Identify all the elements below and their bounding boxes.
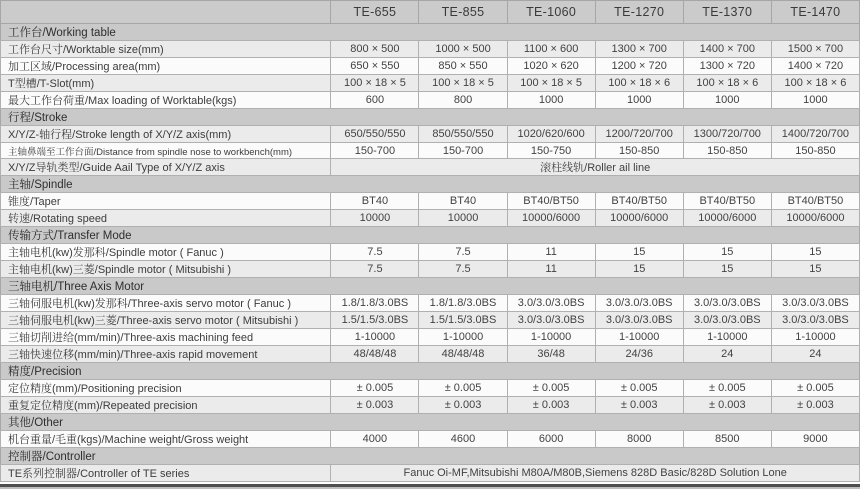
- spec-row: [1, 244, 860, 261]
- value-cell: 7.5: [419, 244, 507, 261]
- spec-row: [1, 431, 860, 448]
- value-cell: 1.5/1.5/3.0BS: [419, 312, 507, 329]
- model-header-1: TE-855: [419, 1, 507, 24]
- row-label: 机台重量/毛重(kgs)/Machine weight/Gross weight: [1, 431, 331, 448]
- model-header-0: TE-655: [331, 1, 419, 24]
- value-cell: 8000: [595, 431, 683, 448]
- section-title: 行程/Stroke: [1, 109, 860, 126]
- value-cell: BT40: [419, 193, 507, 210]
- value-cell: 100 × 18 × 6: [683, 75, 771, 92]
- model-header-2: TE-1060: [507, 1, 595, 24]
- value-cell: 850/550/550: [419, 126, 507, 143]
- section-title: 其他/Other: [1, 414, 860, 431]
- model-header-4: TE-1370: [683, 1, 771, 24]
- section-title: 控制器/Controller: [1, 448, 860, 465]
- value-cell: 1-10000: [419, 329, 507, 346]
- value-cell: 1500 × 700: [771, 41, 859, 58]
- value-cell: 3.0/3.0/3.0BS: [771, 295, 859, 312]
- value-cell: 10000: [419, 210, 507, 227]
- value-cell: 3.0/3.0/3.0BS: [507, 295, 595, 312]
- value-cell: BT40/BT50: [771, 193, 859, 210]
- value-cell: BT40/BT50: [595, 193, 683, 210]
- value-cell: ± 0.005: [331, 380, 419, 397]
- section-row: [1, 227, 860, 244]
- spec-row: [1, 380, 860, 397]
- row-label: 加工区域/Processing area(mm): [1, 58, 331, 75]
- value-cell: 8500: [683, 431, 771, 448]
- value-cell: 800 × 500: [331, 41, 419, 58]
- value-cell: 1-10000: [507, 329, 595, 346]
- spec-row: [1, 295, 860, 312]
- model-header-row: [1, 1, 860, 24]
- value-cell: 7.5: [331, 244, 419, 261]
- value-cell: 1100 × 600: [507, 41, 595, 58]
- value-cell: 1000 × 500: [419, 41, 507, 58]
- value-cell: 48/48/48: [419, 346, 507, 363]
- value-cell: 150-850: [771, 143, 859, 159]
- row-label: 主轴电机(kw)发那科/Spindle motor ( Fanuc ): [1, 244, 331, 261]
- value-cell: 3.0/3.0/3.0BS: [683, 312, 771, 329]
- section-row: [1, 363, 860, 380]
- row-label: 工作台尺寸/Worktable size(mm): [1, 41, 331, 58]
- value-cell: ± 0.003: [507, 397, 595, 414]
- section-title: 主轴/Spindle: [1, 176, 860, 193]
- value-cell: ± 0.005: [419, 380, 507, 397]
- section-row: [1, 109, 860, 126]
- value-cell: 10000/6000: [507, 210, 595, 227]
- value-cell: 48/48/48: [331, 346, 419, 363]
- value-cell: ± 0.003: [771, 397, 859, 414]
- value-cell: 10000: [331, 210, 419, 227]
- value-cell: 800: [419, 92, 507, 109]
- value-cell: 10000/6000: [771, 210, 859, 227]
- value-cell: 3.0/3.0/3.0BS: [771, 312, 859, 329]
- value-cell: 1-10000: [595, 329, 683, 346]
- value-cell: 1.5/1.5/3.0BS: [331, 312, 419, 329]
- spec-row: [1, 193, 860, 210]
- value-cell: 1020 × 620: [507, 58, 595, 75]
- row-label: 最大工作台荷重/Max loading of Worktable(kgs): [1, 92, 331, 109]
- value-cell: 24: [683, 346, 771, 363]
- row-label: 主轴鼻端至工作台面/Distance from spindle nose to workbench(mm): [1, 143, 331, 159]
- row-label: 主轴电机(kw)三菱/Spindle motor ( Mitsubishi ): [1, 261, 331, 278]
- value-cell: 650/550/550: [331, 126, 419, 143]
- value-cell: 9000: [771, 431, 859, 448]
- section-title: 三轴电机/Three Axis Motor: [1, 278, 860, 295]
- value-cell: 7.5: [331, 261, 419, 278]
- value-cell: 1400 × 720: [771, 58, 859, 75]
- row-label: 锥度/Taper: [1, 193, 331, 210]
- value-cell: 100 × 18 × 5: [331, 75, 419, 92]
- value-cell: 15: [683, 261, 771, 278]
- value-cell: 1000: [507, 92, 595, 109]
- row-label: T型槽/T-Slot(mm): [1, 75, 331, 92]
- row-label: 三轴伺服电机(kw)三菱/Three-axis servo motor ( Mitsubishi ): [1, 312, 331, 329]
- value-cell: 150-850: [683, 143, 771, 159]
- value-cell: 150-700: [331, 143, 419, 159]
- value-cell: 100 × 18 × 5: [419, 75, 507, 92]
- value-cell: 15: [683, 244, 771, 261]
- section-title: 传输方式/Transfer Mode: [1, 227, 860, 244]
- value-cell: 15: [771, 244, 859, 261]
- value-cell: 150-750: [507, 143, 595, 159]
- value-cell: ± 0.003: [683, 397, 771, 414]
- value-cell: BT40/BT50: [683, 193, 771, 210]
- spec-row: [1, 143, 860, 159]
- spec-row: [1, 261, 860, 278]
- value-cell: 36/48: [507, 346, 595, 363]
- spec-row: [1, 346, 860, 363]
- section-row: [1, 278, 860, 295]
- row-label: X/Y/Z-轴行程/Stroke length of X/Y/Z axis(mm): [1, 126, 331, 143]
- row-label: 三轴伺服电机(kw)发那科/Three-axis servo motor ( Fanuc ): [1, 295, 331, 312]
- spec-row: [1, 159, 860, 176]
- row-label: 三轴快速位移(mm/min)/Three-axis rapid movement: [1, 346, 331, 363]
- value-cell: 100 × 18 × 6: [595, 75, 683, 92]
- value-cell: ± 0.005: [683, 380, 771, 397]
- value-cell: 4000: [331, 431, 419, 448]
- row-label: X/Y/Z导轨类型/Guide Aail Type of X/Y/Z axis: [1, 159, 331, 176]
- value-cell: BT40: [331, 193, 419, 210]
- value-cell: 1.8/1.8/3.0BS: [331, 295, 419, 312]
- section-title: 精度/Precision: [1, 363, 860, 380]
- spec-row: [1, 397, 860, 414]
- merged-value-cell: Fanuc Oi-MF,Mitsubishi M80A/M80B,Siemens 828D Basic/828D Solution Lone: [331, 465, 860, 482]
- row-label: 转速/Rotating speed: [1, 210, 331, 227]
- section-row: [1, 448, 860, 465]
- value-cell: 100 × 18 × 5: [507, 75, 595, 92]
- value-cell: 1.8/1.8/3.0BS: [419, 295, 507, 312]
- corner-cell: [1, 1, 331, 24]
- value-cell: 11: [507, 261, 595, 278]
- spec-row: [1, 75, 860, 92]
- value-cell: 15: [595, 261, 683, 278]
- value-cell: 3.0/3.0/3.0BS: [683, 295, 771, 312]
- value-cell: 24: [771, 346, 859, 363]
- spec-row: [1, 329, 860, 346]
- spec-row: [1, 58, 860, 75]
- value-cell: 10000/6000: [683, 210, 771, 227]
- value-cell: 100 × 18 × 6: [771, 75, 859, 92]
- spec-row: [1, 92, 860, 109]
- value-cell: ± 0.005: [771, 380, 859, 397]
- value-cell: 1-10000: [331, 329, 419, 346]
- bottom-rule-light: [0, 487, 860, 489]
- model-header-5: TE-1470: [771, 1, 859, 24]
- value-cell: 3.0/3.0/3.0BS: [595, 312, 683, 329]
- merged-value-cell: 滚柱线轨/Roller ail line: [331, 159, 860, 176]
- value-cell: 1-10000: [771, 329, 859, 346]
- value-cell: ± 0.005: [507, 380, 595, 397]
- value-cell: BT40/BT50: [507, 193, 595, 210]
- row-label: TE系列控制器/Controller of TE series: [1, 465, 331, 482]
- value-cell: 650 × 550: [331, 58, 419, 75]
- value-cell: ± 0.005: [595, 380, 683, 397]
- value-cell: ± 0.003: [419, 397, 507, 414]
- value-cell: 7.5: [419, 261, 507, 278]
- value-cell: 11: [507, 244, 595, 261]
- value-cell: 150-850: [595, 143, 683, 159]
- value-cell: 1400/720/700: [771, 126, 859, 143]
- value-cell: 3.0/3.0/3.0BS: [595, 295, 683, 312]
- model-header-3: TE-1270: [595, 1, 683, 24]
- value-cell: 15: [771, 261, 859, 278]
- spec-row: [1, 41, 860, 58]
- spec-row: [1, 210, 860, 227]
- value-cell: 10000/6000: [595, 210, 683, 227]
- value-cell: 15: [595, 244, 683, 261]
- spec-row: [1, 312, 860, 329]
- value-cell: 1300 × 700: [595, 41, 683, 58]
- value-cell: 1-10000: [683, 329, 771, 346]
- value-cell: 3.0/3.0/3.0BS: [507, 312, 595, 329]
- value-cell: 600: [331, 92, 419, 109]
- value-cell: 1000: [595, 92, 683, 109]
- value-cell: 4600: [419, 431, 507, 448]
- value-cell: 1000: [771, 92, 859, 109]
- spec-row: [1, 126, 860, 143]
- section-title: 工作台/Working table: [1, 24, 860, 41]
- row-label: 重复定位精度(mm)/Repeated precision: [1, 397, 331, 414]
- value-cell: ± 0.003: [595, 397, 683, 414]
- value-cell: 1200/720/700: [595, 126, 683, 143]
- value-cell: 6000: [507, 431, 595, 448]
- value-cell: 1020/620/600: [507, 126, 595, 143]
- value-cell: ± 0.003: [331, 397, 419, 414]
- section-row: [1, 24, 860, 41]
- section-row: [1, 176, 860, 193]
- value-cell: 850 × 550: [419, 58, 507, 75]
- value-cell: 1200 × 720: [595, 58, 683, 75]
- value-cell: 1400 × 700: [683, 41, 771, 58]
- value-cell: 24/36: [595, 346, 683, 363]
- value-cell: 1300/720/700: [683, 126, 771, 143]
- value-cell: 1300 × 720: [683, 58, 771, 75]
- value-cell: 150-700: [419, 143, 507, 159]
- section-row: [1, 414, 860, 431]
- spec-row: [1, 465, 860, 482]
- row-label: 三轴切削进给(mm/min)/Three-axis machining feed: [1, 329, 331, 346]
- row-label: 定位精度(mm)/Positioning precision: [1, 380, 331, 397]
- value-cell: 1000: [683, 92, 771, 109]
